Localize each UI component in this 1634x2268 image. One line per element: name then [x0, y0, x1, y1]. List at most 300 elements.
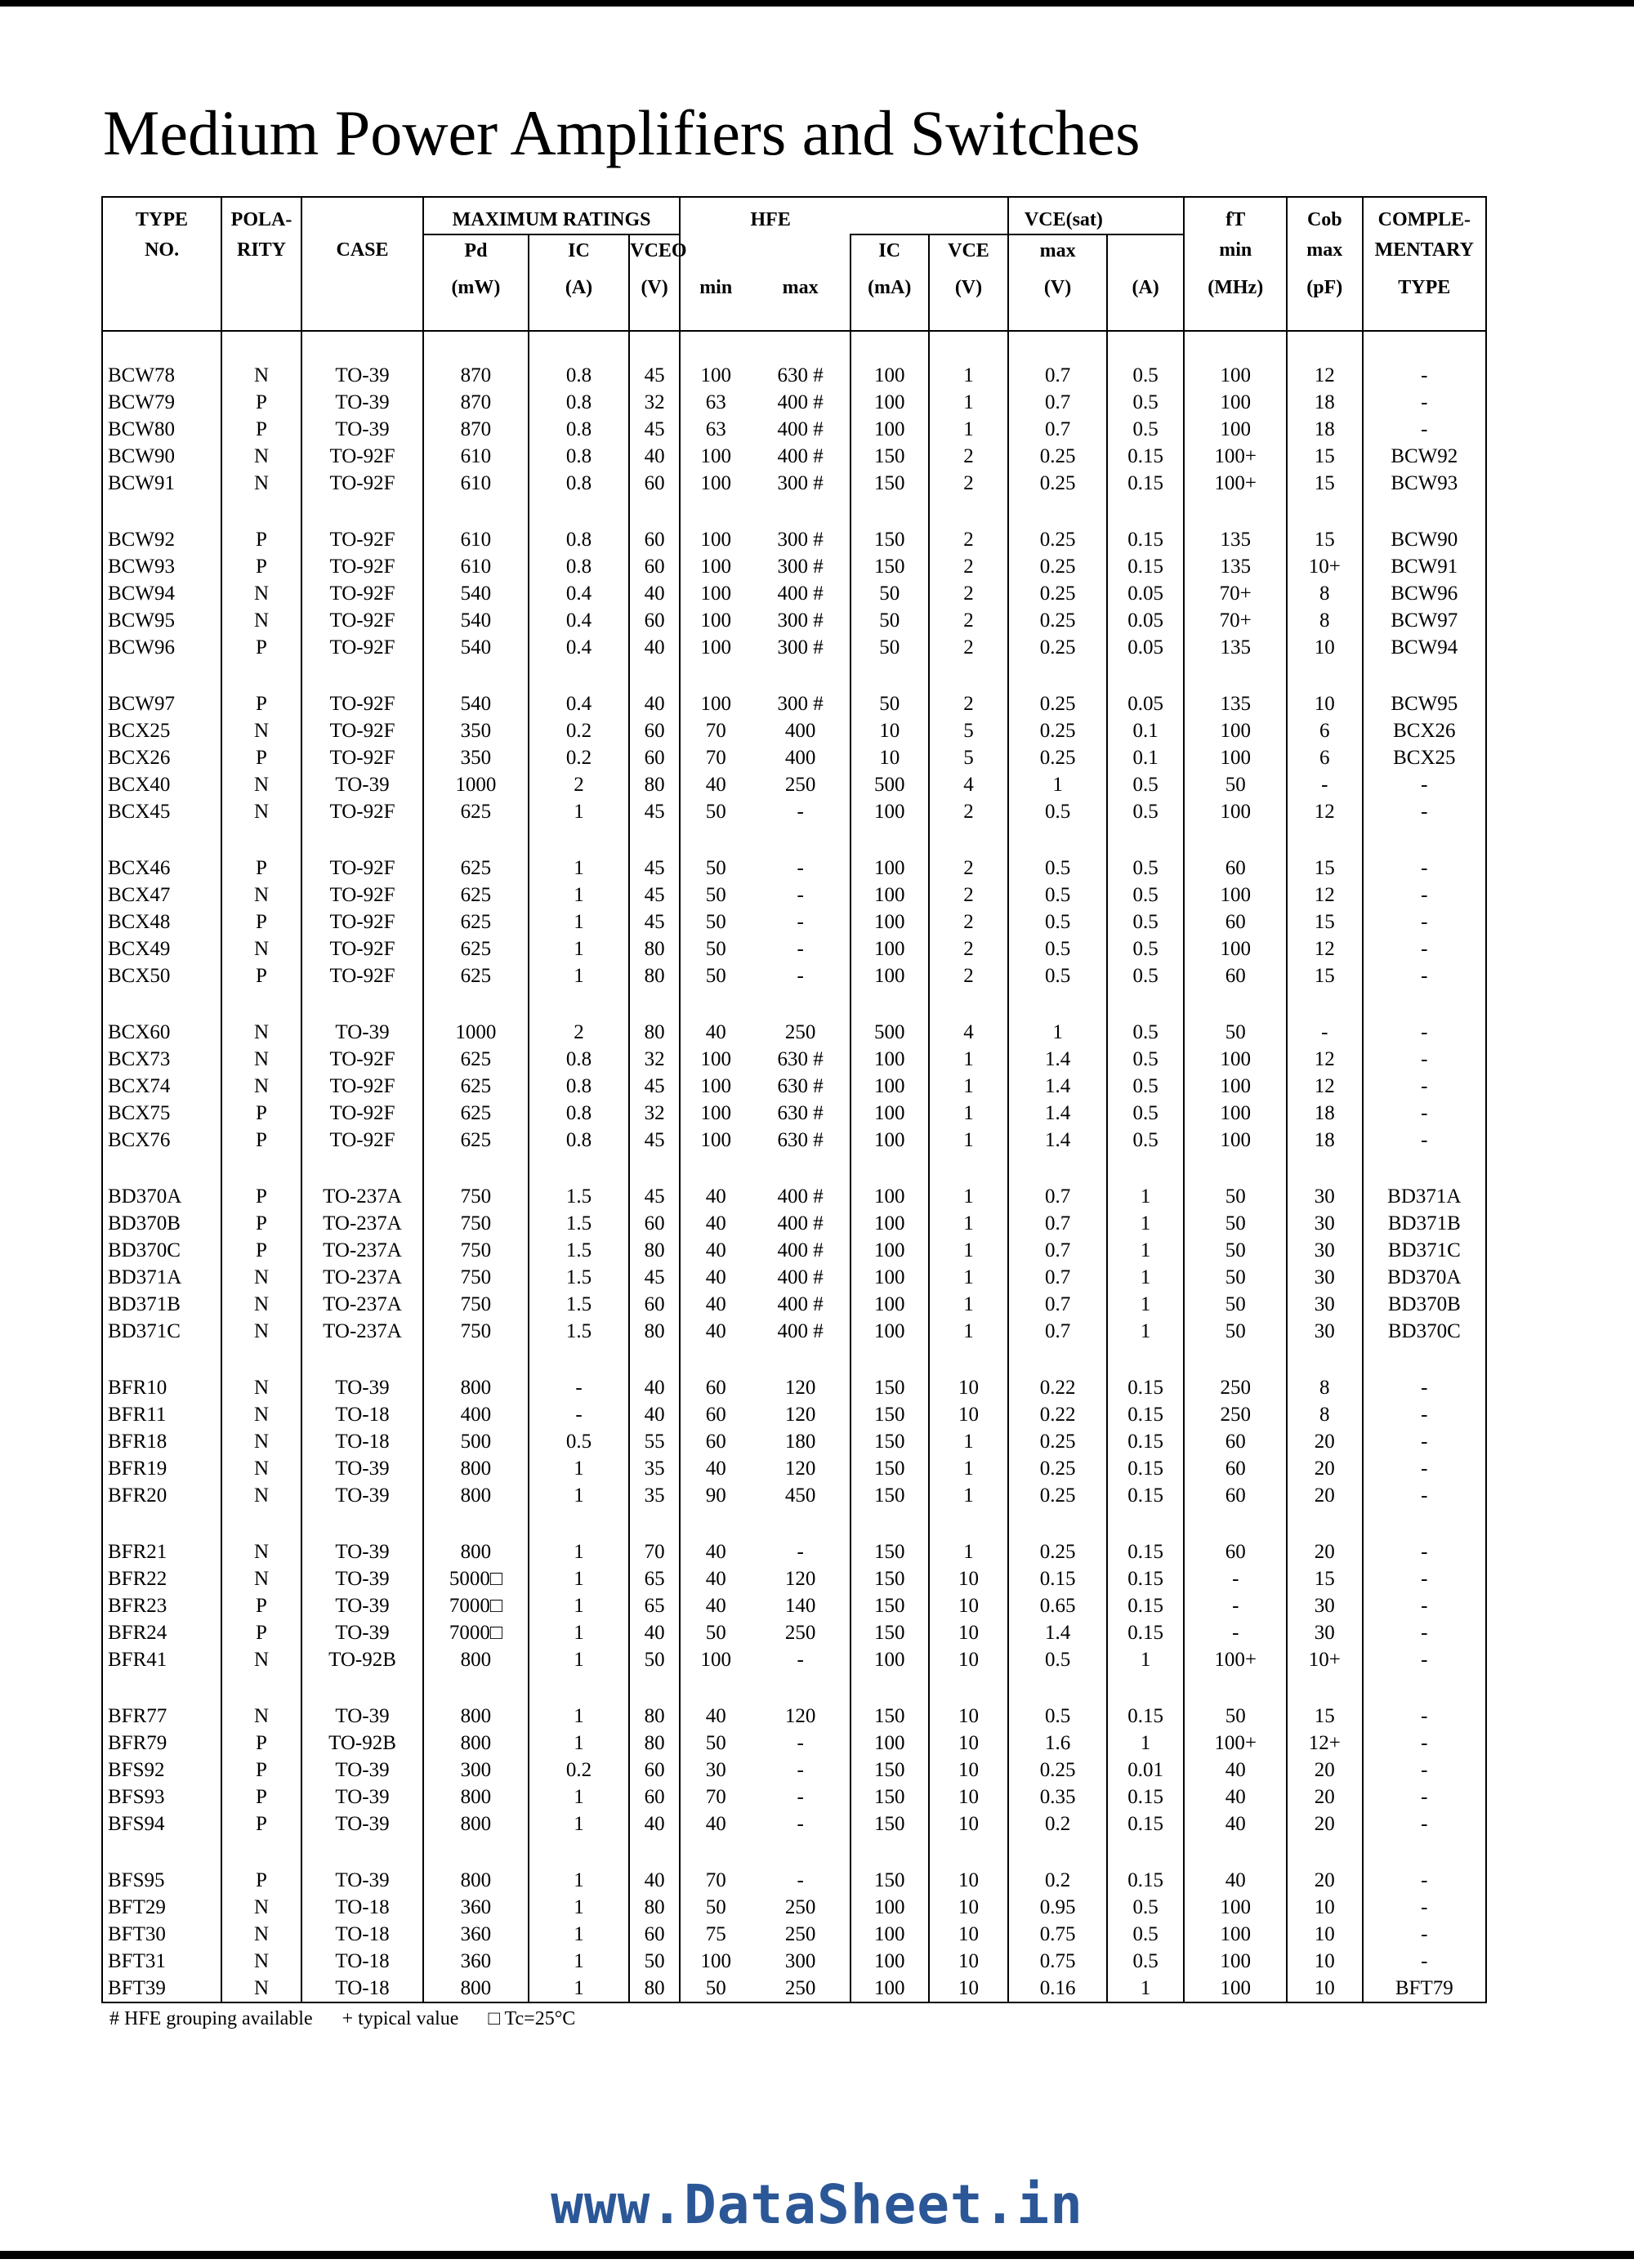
- group-spacer: [102, 331, 1486, 362]
- cell-vcesat-a: 0.15: [1107, 526, 1185, 553]
- cell-hfe-max: 250: [784, 1021, 816, 1043]
- cell-vcesat-max: 1.4: [1008, 1100, 1106, 1127]
- spacer-cell: [850, 1837, 929, 1867]
- header-comp-2: MENTARY: [1363, 234, 1486, 272]
- spacer-cell: [629, 1509, 680, 1538]
- spacer-cell: [102, 1837, 221, 1867]
- cell-type: BCX47: [102, 882, 221, 909]
- cell-polarity: P: [221, 553, 301, 580]
- spacer-cell: [1363, 825, 1486, 855]
- cell-ft: 135: [1184, 690, 1287, 717]
- cell-vcesat-a: 0.5: [1107, 909, 1185, 935]
- cell-polarity: N: [221, 771, 301, 798]
- cell-type: BFR18: [102, 1428, 221, 1455]
- cell-comp: BCW91: [1363, 553, 1486, 580]
- cell-vcesat-a: 0.5: [1107, 416, 1185, 443]
- cell-ic: 1: [529, 1703, 629, 1730]
- cell-polarity: N: [221, 443, 301, 470]
- table-row: [102, 771, 1486, 798]
- cell-vceo: 40: [629, 443, 680, 470]
- header-comp-3: TYPE: [1363, 272, 1486, 331]
- cell-vcesat-max: 0.7: [1008, 1237, 1106, 1264]
- cell-comp: -: [1363, 909, 1486, 935]
- cell-polarity: P: [221, 1867, 301, 1894]
- spacer-cell: [680, 1509, 751, 1538]
- cell-pd: 870: [423, 389, 529, 416]
- cell-vcesat-a: 0.1: [1107, 717, 1185, 744]
- cell-hfe-vce: 10: [929, 1374, 1009, 1401]
- cell-ic: 1: [529, 1592, 629, 1619]
- cell-hfe-vce: 10: [929, 1401, 1009, 1428]
- cell-hfe-max: -: [797, 801, 804, 823]
- cell-vceo: 60: [629, 1757, 680, 1784]
- cell-hfe-vce: 1: [929, 416, 1009, 443]
- cell-pd: 1000: [423, 1019, 529, 1046]
- cell-polarity: P: [221, 1592, 301, 1619]
- cell-hfe-vce: 2: [929, 580, 1009, 607]
- cell-case: TO-92F: [301, 717, 423, 744]
- cell-hfe-vce: 2: [929, 690, 1009, 717]
- cell-comp: -: [1363, 1703, 1486, 1730]
- cell-polarity: N: [221, 1455, 301, 1482]
- spacer-cell: [423, 1509, 529, 1538]
- cell-ft: 100: [1184, 935, 1287, 962]
- cell-type: BFR24: [102, 1619, 221, 1646]
- cell-hfe-min: 100: [680, 1646, 751, 1673]
- cell-vceo: 65: [629, 1592, 680, 1619]
- cell-pd: 625: [423, 1046, 529, 1073]
- spacer-cell: [1287, 1509, 1363, 1538]
- table-body: [102, 331, 1486, 2002]
- spacer-cell: [423, 1345, 529, 1374]
- spacer-cell: [529, 1154, 629, 1183]
- cell-hfe-max: -: [797, 1759, 804, 1781]
- spacer-cell: [1107, 331, 1185, 362]
- spacer-cell: [301, 989, 423, 1019]
- cell-hfe-ic: 100: [850, 1237, 929, 1264]
- cell-vceo: 60: [629, 744, 680, 771]
- spacer-cell: [751, 1509, 850, 1538]
- spacer-cell: [1008, 661, 1106, 690]
- table-row: [102, 1237, 1486, 1264]
- spacer-cell: [423, 1837, 529, 1867]
- cell-polarity: N: [221, 1538, 301, 1565]
- cell-hfe-vce: 1: [929, 1210, 1009, 1237]
- cell-ic: 0.8: [529, 553, 629, 580]
- header-type-3: [102, 272, 221, 331]
- cell-vceo: 32: [629, 1100, 680, 1127]
- cell-type: BCW91: [102, 470, 221, 497]
- header-vcesat-max: max: [1008, 234, 1106, 272]
- cell-hfe-max: 300 #: [777, 529, 824, 551]
- cell-pd: 625: [423, 798, 529, 825]
- cell-polarity: N: [221, 1428, 301, 1455]
- spacer-cell: [1184, 1673, 1287, 1703]
- table-row: [102, 1100, 1486, 1127]
- cell-hfe-max: 250: [784, 1896, 816, 1918]
- cell-ft: 40: [1184, 1784, 1287, 1810]
- cell-comp: -: [1363, 798, 1486, 825]
- header-ic: IC: [529, 234, 629, 272]
- header-hfe-max: max: [751, 272, 850, 331]
- spacer-cell: [1287, 331, 1363, 362]
- cell-cob: 18: [1287, 416, 1363, 443]
- header-vceo-unit: (V): [629, 272, 680, 331]
- cell-hfe-min: 70: [680, 1867, 751, 1894]
- table-row: [102, 1210, 1486, 1237]
- cell-vcesat-max: 0.25: [1008, 717, 1106, 744]
- cell-hfe-ic: 150: [850, 1374, 929, 1401]
- cell-vcesat-a: 0.15: [1107, 1592, 1185, 1619]
- cell-ft: 100+: [1184, 443, 1287, 470]
- table-row: [102, 855, 1486, 882]
- cell-ft: 100: [1184, 1100, 1287, 1127]
- header-ic-unit: (A): [529, 272, 629, 331]
- cell-ic: 0.8: [529, 1073, 629, 1100]
- table-row: [102, 1592, 1486, 1619]
- cell-comp: -: [1363, 1482, 1486, 1509]
- cell-vcesat-a: 0.15: [1107, 1784, 1185, 1810]
- cell-hfe-max: 400 #: [777, 1239, 824, 1261]
- cell-vcesat-max: 0.2: [1008, 1810, 1106, 1837]
- cell-cob: 30: [1287, 1264, 1363, 1291]
- header-polarity-3: [221, 272, 301, 331]
- cell-hfe-min: 50: [680, 855, 751, 882]
- spacer-cell: [1363, 1673, 1486, 1703]
- cell-pd: 350: [423, 717, 529, 744]
- cell-case: TO-92F: [301, 744, 423, 771]
- spacer-cell: [1287, 497, 1363, 526]
- table-row: [102, 1127, 1486, 1154]
- legend: [109, 2008, 600, 2030]
- cell-vceo: 60: [629, 607, 680, 634]
- cell-type: BCX49: [102, 935, 221, 962]
- cell-comp: -: [1363, 1757, 1486, 1784]
- cell-polarity: N: [221, 470, 301, 497]
- cell-vceo: 45: [629, 416, 680, 443]
- cell-hfe-vce: 1: [929, 1538, 1009, 1565]
- cell-type: BCW92: [102, 526, 221, 553]
- cell-hfe-max: -: [797, 884, 804, 906]
- cell-hfe-min: 50: [680, 882, 751, 909]
- cell-vcesat-a: 0.15: [1107, 443, 1185, 470]
- cell-hfe-ic: 100: [850, 416, 929, 443]
- cell-hfe-max: 630 #: [777, 1075, 824, 1097]
- legend-tc: □ Tc=25°C: [488, 2008, 576, 2029]
- table-row: [102, 962, 1486, 989]
- cell-hfe-ic: 150: [850, 1784, 929, 1810]
- cell-polarity: N: [221, 1019, 301, 1046]
- cell-pd: 800: [423, 1455, 529, 1482]
- spacer-cell: [1363, 1345, 1486, 1374]
- cell-ft: 60: [1184, 1482, 1287, 1509]
- cell-vcesat-a: 0.5: [1107, 1894, 1185, 1921]
- cell-vcesat-max: 1: [1008, 771, 1106, 798]
- spacer-cell: [929, 1154, 1009, 1183]
- cell-hfe-ic: 100: [850, 1210, 929, 1237]
- spacer-cell: [629, 989, 680, 1019]
- cell-hfe-min: 100: [680, 690, 751, 717]
- cell-hfe-max: 400 #: [777, 1266, 824, 1288]
- cell-ft: 100: [1184, 744, 1287, 771]
- cell-vceo: 50: [629, 1646, 680, 1673]
- cell-vcesat-max: 0.7: [1008, 1210, 1106, 1237]
- spacer-cell: [529, 1509, 629, 1538]
- cell-comp: BCW96: [1363, 580, 1486, 607]
- cell-polarity: P: [221, 962, 301, 989]
- cell-hfe-vce: 10: [929, 1975, 1009, 2002]
- spacer-cell: [929, 1673, 1009, 1703]
- cell-hfe-max: 450: [784, 1484, 816, 1507]
- cell-cob: 30: [1287, 1318, 1363, 1345]
- cell-comp: -: [1363, 1810, 1486, 1837]
- spacer-cell: [751, 825, 850, 855]
- spacer-cell: [301, 1837, 423, 1867]
- cell-pd: 800: [423, 1374, 529, 1401]
- cell-ft: 60: [1184, 855, 1287, 882]
- cell-comp: -: [1363, 1592, 1486, 1619]
- cell-comp: BCW97: [1363, 607, 1486, 634]
- cell-pd: 540: [423, 634, 529, 661]
- cell-case: TO-92F: [301, 470, 423, 497]
- cell-ic: 1: [529, 1894, 629, 1921]
- spacer-cell: [1184, 989, 1287, 1019]
- table-row: [102, 1291, 1486, 1318]
- cell-comp: -: [1363, 1100, 1486, 1127]
- cell-vcesat-a: 1: [1107, 1975, 1185, 2002]
- cell-hfe-vce: 10: [929, 1646, 1009, 1673]
- cell-vceo: 80: [629, 1730, 680, 1757]
- cell-hfe-min: 70: [680, 744, 751, 771]
- spacer-cell: [102, 497, 221, 526]
- cell-hfe-max: 120: [784, 1458, 816, 1480]
- cell-vcesat-a: 0.15: [1107, 1455, 1185, 1482]
- cell-pd: 400: [423, 1401, 529, 1428]
- cell-vcesat-a: 0.01: [1107, 1757, 1185, 1784]
- spacer-cell: [221, 825, 301, 855]
- cell-cob: 15: [1287, 909, 1363, 935]
- cell-ft: 100: [1184, 416, 1287, 443]
- cell-vcesat-max: 0.25: [1008, 443, 1106, 470]
- cell-type: BFS93: [102, 1784, 221, 1810]
- cell-type: BFR22: [102, 1565, 221, 1592]
- cell-cob: 12: [1287, 882, 1363, 909]
- cell-case: TO-39: [301, 389, 423, 416]
- cell-pd: 360: [423, 1894, 529, 1921]
- spacer-cell: [629, 825, 680, 855]
- spacer-cell: [1363, 1154, 1486, 1183]
- cell-polarity: P: [221, 1730, 301, 1757]
- spacer-cell: [1287, 1837, 1363, 1867]
- cell-type: BCX26: [102, 744, 221, 771]
- cell-hfe-min: 100: [680, 1948, 751, 1975]
- cell-comp: BCW93: [1363, 470, 1486, 497]
- cell-case: TO-39: [301, 1867, 423, 1894]
- cell-ic: 0.8: [529, 416, 629, 443]
- cell-ic: 1: [529, 1646, 629, 1673]
- spacer-cell: [423, 497, 529, 526]
- cell-hfe-vce: 10: [929, 1867, 1009, 1894]
- cell-hfe-vce: 10: [929, 1565, 1009, 1592]
- cell-hfe-vce: 10: [929, 1592, 1009, 1619]
- spacer-cell: [850, 1345, 929, 1374]
- cell-ic: 1: [529, 1482, 629, 1509]
- header-cob-max: max: [1287, 234, 1363, 272]
- cell-hfe-vce: 2: [929, 634, 1009, 661]
- cell-hfe-min: 63: [680, 389, 751, 416]
- cell-vceo: 45: [629, 1073, 680, 1100]
- cell-vceo: 45: [629, 909, 680, 935]
- cell-hfe-ic: 100: [850, 362, 929, 389]
- cell-vcesat-a: 0.5: [1107, 1948, 1185, 1975]
- cell-case: TO-92F: [301, 855, 423, 882]
- spacer-cell: [1184, 825, 1287, 855]
- cell-ft: 135: [1184, 553, 1287, 580]
- cell-pd: 500: [423, 1428, 529, 1455]
- cell-vcesat-max: 0.95: [1008, 1894, 1106, 1921]
- cell-type: BFS94: [102, 1810, 221, 1837]
- cell-ft: 100: [1184, 1975, 1287, 2002]
- spacer-cell: [221, 989, 301, 1019]
- cell-type: BFT31: [102, 1948, 221, 1975]
- cell-cob: 20: [1287, 1455, 1363, 1482]
- spacer-cell: [102, 825, 221, 855]
- cell-pd: 360: [423, 1948, 529, 1975]
- spacer-cell: [221, 1673, 301, 1703]
- cell-hfe-vce: 4: [929, 771, 1009, 798]
- cell-ic: 1: [529, 1810, 629, 1837]
- cell-comp: -: [1363, 416, 1486, 443]
- header-hfe-ic-unit: (mA): [850, 272, 929, 331]
- cell-hfe-ic: 100: [850, 1291, 929, 1318]
- cell-vcesat-a: 0.05: [1107, 607, 1185, 634]
- cell-case: TO-92F: [301, 935, 423, 962]
- spacer-cell: [102, 1673, 221, 1703]
- cell-hfe-min: 100: [680, 443, 751, 470]
- cell-vceo: 45: [629, 1264, 680, 1291]
- cell-case: TO-39: [301, 771, 423, 798]
- cell-hfe-ic: 50: [850, 580, 929, 607]
- spacer-cell: [751, 331, 850, 362]
- table-row: [102, 1318, 1486, 1345]
- cell-pd: 800: [423, 1646, 529, 1673]
- cell-polarity: N: [221, 1948, 301, 1975]
- cell-case: TO-39: [301, 1619, 423, 1646]
- cell-ic: 1: [529, 882, 629, 909]
- spacer-cell: [221, 1837, 301, 1867]
- cell-pd: 800: [423, 1730, 529, 1757]
- cell-vcesat-max: 0.25: [1008, 690, 1106, 717]
- spacer-cell: [102, 1509, 221, 1538]
- spacer-cell: [850, 497, 929, 526]
- cell-case: TO-18: [301, 1401, 423, 1428]
- cell-vcesat-a: 0.15: [1107, 1482, 1185, 1509]
- cell-pd: 800: [423, 1810, 529, 1837]
- cell-polarity: P: [221, 1100, 301, 1127]
- table-row: [102, 935, 1486, 962]
- cell-case: TO-39: [301, 1538, 423, 1565]
- cell-hfe-max: -: [797, 938, 804, 960]
- cell-vcesat-max: 0.22: [1008, 1374, 1106, 1401]
- cell-hfe-max: -: [797, 965, 804, 987]
- spacer-cell: [1363, 1837, 1486, 1867]
- cell-polarity: P: [221, 909, 301, 935]
- cell-comp: -: [1363, 882, 1486, 909]
- cell-vceo: 40: [629, 1401, 680, 1428]
- cell-hfe-ic: 150: [850, 1757, 929, 1784]
- cell-vceo: 80: [629, 1019, 680, 1046]
- cell-ic: 1: [529, 1975, 629, 2002]
- cell-hfe-vce: 2: [929, 935, 1009, 962]
- cell-cob: 20: [1287, 1784, 1363, 1810]
- cell-comp: -: [1363, 1867, 1486, 1894]
- cell-cob: 20: [1287, 1428, 1363, 1455]
- spacer-cell: [1008, 497, 1106, 526]
- cell-case: TO-39: [301, 1703, 423, 1730]
- cell-comp: -: [1363, 1646, 1486, 1673]
- spacer-cell: [423, 661, 529, 690]
- top-rule: [0, 0, 1634, 7]
- table-row: [102, 1428, 1486, 1455]
- spacer-cell: [1008, 1509, 1106, 1538]
- cell-hfe-vce: 2: [929, 909, 1009, 935]
- cell-vcesat-a: 1: [1107, 1318, 1185, 1345]
- cell-type: BFT30: [102, 1921, 221, 1948]
- cell-hfe-vce: 2: [929, 882, 1009, 909]
- cell-ft: 50: [1184, 1318, 1287, 1345]
- spacer-cell: [1287, 825, 1363, 855]
- cell-vceo: 45: [629, 855, 680, 882]
- cell-comp: -: [1363, 1019, 1486, 1046]
- cell-vcesat-a: 0.15: [1107, 1703, 1185, 1730]
- cell-hfe-max: 630 #: [777, 1048, 824, 1070]
- cell-ic: 2: [529, 1019, 629, 1046]
- cell-hfe-ic: 100: [850, 1046, 929, 1073]
- table-row: [102, 362, 1486, 389]
- cell-cob: 20: [1287, 1482, 1363, 1509]
- spacer-cell: [1184, 1837, 1287, 1867]
- cell-hfe-vce: 10: [929, 1757, 1009, 1784]
- cell-vceo: 45: [629, 798, 680, 825]
- cell-vcesat-max: 0.5: [1008, 909, 1106, 935]
- spacer-cell: [1107, 989, 1185, 1019]
- spacer-cell: [680, 331, 751, 362]
- table-row: [102, 690, 1486, 717]
- cell-ft: 40: [1184, 1757, 1287, 1784]
- cell-ft: 70+: [1184, 607, 1287, 634]
- group-spacer: [102, 497, 1486, 526]
- cell-hfe-ic: 100: [850, 935, 929, 962]
- cell-vcesat-max: 0.75: [1008, 1948, 1106, 1975]
- cell-comp: -: [1363, 389, 1486, 416]
- cell-polarity: P: [221, 1784, 301, 1810]
- spacer-cell: [1008, 1345, 1106, 1374]
- header-type-2: NO.: [102, 234, 221, 272]
- header-ft-min: min: [1184, 234, 1287, 272]
- cell-cob: 15: [1287, 526, 1363, 553]
- cell-vcesat-max: 0.25: [1008, 1428, 1106, 1455]
- cell-comp: -: [1363, 962, 1486, 989]
- spacer-cell: [301, 1154, 423, 1183]
- spacer-cell: [929, 331, 1009, 362]
- header-comp: COMPLE-: [1363, 197, 1486, 234]
- table-row: [102, 634, 1486, 661]
- cell-hfe-max: 300 #: [777, 636, 824, 659]
- cell-type: BCW78: [102, 362, 221, 389]
- cell-vcesat-a: 0.05: [1107, 690, 1185, 717]
- cell-polarity: N: [221, 1703, 301, 1730]
- cell-hfe-min: 100: [680, 526, 751, 553]
